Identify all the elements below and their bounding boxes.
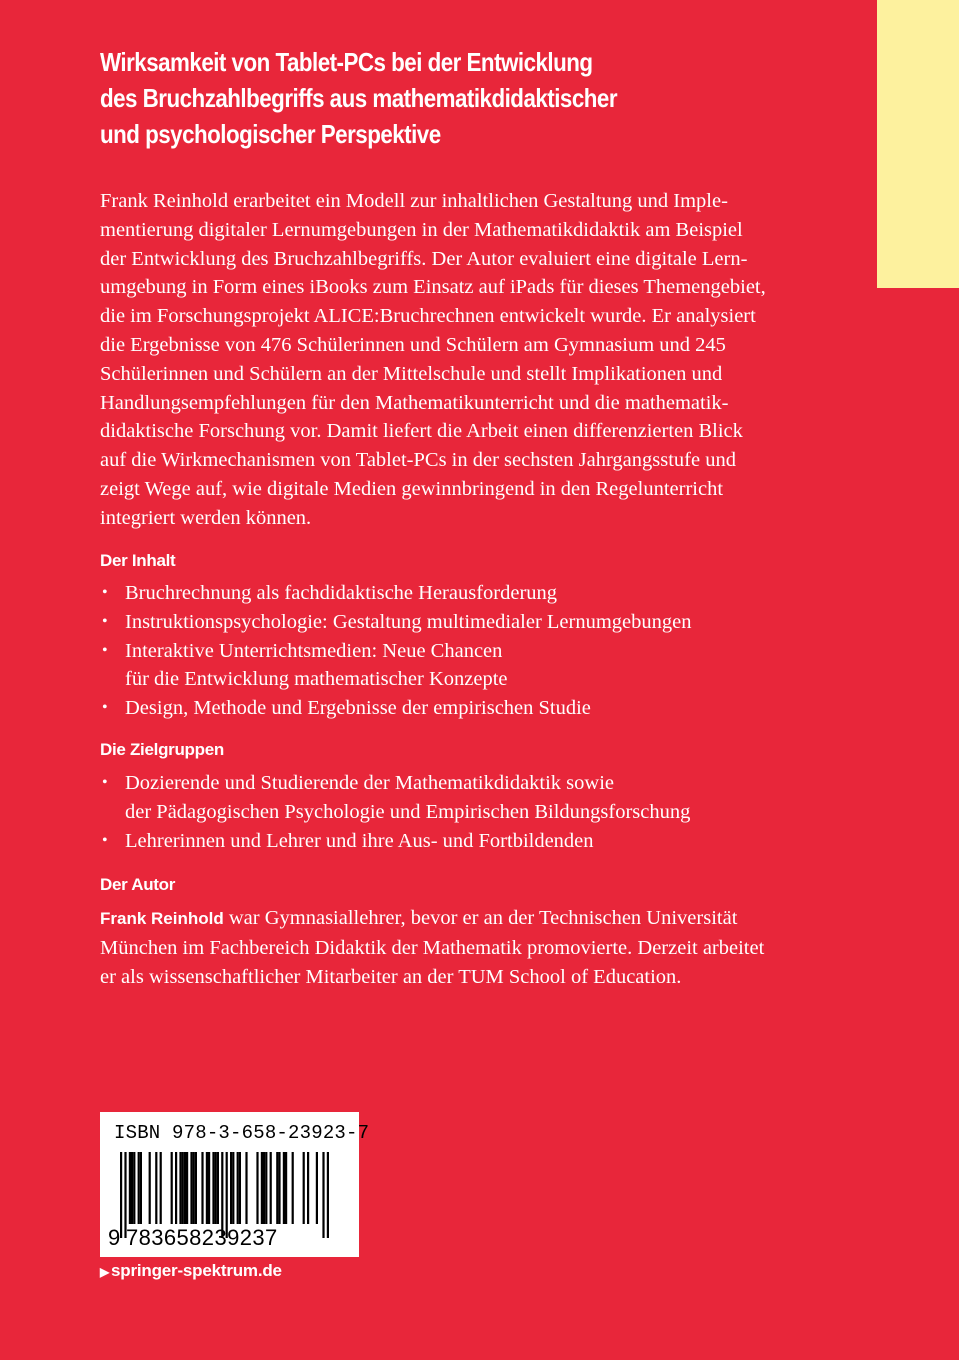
barcode-bar — [283, 1152, 285, 1224]
title-line: des Bruchzahlbegriffs aus mathematikdidaktischer — [100, 83, 618, 113]
description-line: zeigt Wege auf, wie digitale Medien gewinnbringend in den Regelunterricht — [100, 477, 724, 500]
barcode-bar — [201, 1152, 203, 1224]
barcode-bar — [307, 1152, 309, 1224]
barcode-bar — [190, 1152, 192, 1224]
author-bio — [100, 904, 830, 991]
bullet-icon: • — [102, 584, 108, 601]
inhalt-heading: Der Inhalt — [100, 551, 176, 570]
barcode-bar — [155, 1152, 157, 1224]
barcode-bar — [182, 1152, 184, 1224]
barcode-bar — [303, 1152, 305, 1224]
barcode-bar — [195, 1152, 197, 1224]
barcode-bar — [186, 1152, 188, 1224]
author-bio-line: München im Fachbereich Didaktik der Mathematik promovierte. Derzeit arbeitet — [100, 936, 765, 959]
book-title — [100, 44, 840, 152]
author-bio-text: war Gymnasiallehrer, bevor er an der Technischen Universität — [223, 907, 738, 929]
barcode-bar — [179, 1152, 181, 1224]
barcode-box — [100, 1112, 370, 1257]
description-line: die Ergebnisse von 476 Schülerinnen und Schülern am Gymnasium und 245 — [100, 333, 726, 356]
barcode-bar — [206, 1152, 208, 1224]
description-line: mentierung digitaler Lernumgebungen in der Mathematikdidaktik am Beispiel — [100, 218, 743, 241]
barcode-bar — [193, 1152, 195, 1224]
description-line: didaktische Forschung vor. Damit liefert die Arbeit einen differenzierten Blick — [100, 420, 743, 443]
barcode-bar — [292, 1152, 294, 1224]
isbn-label: ISBN 978-3-658-23923-7 — [114, 1122, 370, 1144]
barcode-bar — [316, 1152, 318, 1224]
description-line: umgebung in Form eines iBooks zum Einsatz auf iPads für dieses Themengebiet, — [100, 276, 766, 299]
autor-heading: Der Autor — [100, 875, 176, 894]
barcode-bar — [261, 1152, 263, 1224]
publisher-website[interactable] — [100, 1261, 282, 1281]
barcode-bar — [232, 1152, 234, 1224]
description-line: Schülerinnen und Schülern an der Mittelschule und stellt Implikationen und — [100, 362, 723, 385]
barcode-bar — [327, 1152, 329, 1238]
barcode-bar — [129, 1152, 131, 1224]
barcode-bar — [208, 1152, 210, 1224]
barcode-bar — [256, 1152, 258, 1224]
spine-color-tab — [877, 0, 959, 288]
description-line: auf die Wirkmechanismen von Tablet-PCs in der sechsten Jahrgangsstufe und — [100, 449, 736, 472]
description-line: Frank Reinhold erarbeitet ein Modell zur inhaltlichen Gestaltung und Imple- — [100, 190, 728, 212]
barcode-bar — [265, 1152, 267, 1224]
barcode-bar — [184, 1152, 186, 1224]
triangle-right-icon: ▶ — [100, 1265, 110, 1279]
description-line: der Entwicklung des Bruchzahlbegriffs. Der Autor evaluiert eine digitale Lern- — [100, 247, 748, 270]
barcode-bar — [278, 1152, 280, 1224]
barcode-bar — [212, 1152, 214, 1224]
inhalt-list — [100, 579, 820, 723]
list-item: • Dozierende und Studierende der Mathematikdidaktik sowie der Pädagogischen Psychologie und Empirischen Bildungsforschung — [100, 769, 820, 827]
barcode-bar — [285, 1152, 287, 1224]
barcode-bar — [175, 1152, 177, 1224]
author-bio-line: er als wissenschaftlicher Mitarbeiter an der TUM School of Education. — [100, 965, 682, 988]
bullet-icon: • — [102, 831, 108, 849]
barcode-bar — [239, 1152, 241, 1224]
zielgruppen-list — [100, 769, 820, 855]
barcode-bar — [263, 1152, 265, 1224]
barcode-bar — [171, 1152, 173, 1224]
description-line: integriert werden können. — [100, 506, 312, 529]
zielgruppen-heading: Die Zielgruppen — [100, 740, 224, 759]
description-line: Handlungsempfehlungen für den Mathematikunterricht und die mathematik- — [100, 391, 729, 414]
description-line: die im Forschungsprojekt ALICE:Bruchrechnen entwickelt wurde. Er analysiert — [100, 305, 756, 328]
barcode-bar — [322, 1152, 324, 1238]
barcode-bar — [230, 1152, 232, 1224]
list-item: • Lehrerinnen und Lehrer und ihre Aus- und Fortbildenden — [100, 827, 820, 856]
barcode-bar — [237, 1152, 239, 1224]
title-line: Wirksamkeit von Tablet-PCs bei der Entwicklung — [100, 47, 593, 77]
list-item: • Interaktive Unterrichtsmedien: Neue Chancen für die Entwicklung mathematischer Konzepte — [100, 637, 820, 695]
barcode-bar — [160, 1152, 162, 1224]
barcode-bar — [140, 1152, 142, 1224]
bullet-icon: • — [102, 774, 108, 791]
ean-first-digit: 9 — [108, 1225, 121, 1250]
website-label: springer-spektrum.de — [111, 1261, 282, 1280]
barcode-bar — [270, 1152, 272, 1224]
barcode-bar — [215, 1152, 217, 1224]
barcode-bar — [149, 1152, 151, 1224]
barcode-bar — [276, 1152, 278, 1224]
bullet-icon: • — [102, 612, 108, 630]
barcode-bar — [138, 1152, 140, 1224]
list-item: • Bruchrechnung als fachdidaktische Herausforderung — [100, 579, 820, 608]
bullet-icon: • — [102, 641, 108, 659]
barcode-bar — [245, 1152, 247, 1224]
author-name: Frank Reinhold — [100, 909, 224, 928]
barcode-bar — [133, 1152, 135, 1224]
description — [100, 187, 820, 533]
barcode-bar — [131, 1152, 133, 1224]
ean-digits-rest: 783658239237 — [126, 1225, 278, 1250]
barcode-bar — [217, 1152, 219, 1224]
bullet-icon: • — [102, 699, 108, 717]
title-line: und psychologischer Perspektive — [100, 119, 441, 149]
list-item: • Design, Methode und Ergebnisse der empirischen Studie — [100, 694, 820, 723]
list-item: • Instruktionspsychologie: Gestaltung multimedialer Lernumgebungen — [100, 608, 820, 637]
